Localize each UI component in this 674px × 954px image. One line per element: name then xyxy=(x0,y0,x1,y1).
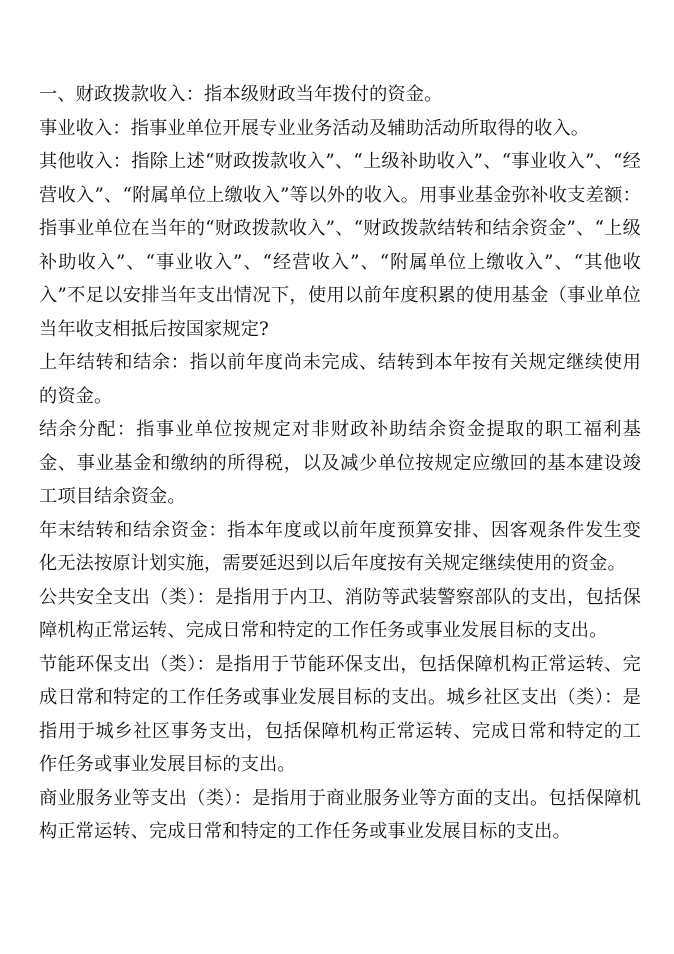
paragraph-public-safety-expenditure: 公共安全支出（类）：是指用于内卫、消防等武装警察部队的支出，包括保障机构正常运转、完成日常和特定的工作任务或事业发展目标的支出。 xyxy=(39,586,641,641)
paragraph-year-end-carryover: 年末结转和结余资金：指本年度或以前年度预算安排、因客观条件发生变化无法按原计划实施，需要延迟到以后年度按有关规定继续使用的资金。 xyxy=(39,519,641,574)
paragraph-other-income: 其他收入：指除上述“财政拨款收入”、“上级补助收入”、“事业收入”、“经营收入”、“附属单位上缴收入”等以外的收入。用事业基金弥补收支差额：指事业单位在当年的“财政拨款收入”、“财政拨款结转和结余资金”、“上级补助收入”、“事业收入”、“经营收入”、“附属单位上缴收入”、“其他收入”不足以安排当年支出情况下，使用以前年度积累的使用基金（事业单位当年收支相抵后按国家规定? xyxy=(39,151,641,340)
paragraph-business-income: 事业收入：指事业单位开展专业业务活动及辅助活动所取得的收入。 xyxy=(39,117,590,139)
paragraph-environmental-expenditure: 节能环保支出（类）：是指用于节能环保支出，包括保障机构正常运转、完成日常和特定的工作任务或事业发展目标的支出。城乡社区支出（类）：是指用于城乡社区事务支出，包括保障机构正常运转、完成日常和特定的工作任务或事业发展目标的支出。 xyxy=(39,653,641,775)
paragraph-surplus-distribution: 结余分配：指事业单位按规定对非财政补助结余资金提取的职工福利基金、事业基金和缴纳的所得税，以及减少单位按规定应缴回的基本建设竣工项目结余资金。 xyxy=(39,419,641,507)
paragraph-fiscal-allocation-income: 一、财政拨款收入：指本级财政当年拨付的资金。 xyxy=(39,84,443,105)
document-body xyxy=(39,78,641,849)
paragraph-prior-year-carryover: 上年结转和结余：指以前年度尚未完成、结转到本年按有关规定继续使用的资金。 xyxy=(39,352,641,407)
paragraph-commercial-services-expenditure: 商业服务业等支出（类）：是指用于商业服务业等方面的支出。包括保障机构正常运转、完成日常和特定的工作任务或事业发展目标的支出。 xyxy=(39,787,641,842)
